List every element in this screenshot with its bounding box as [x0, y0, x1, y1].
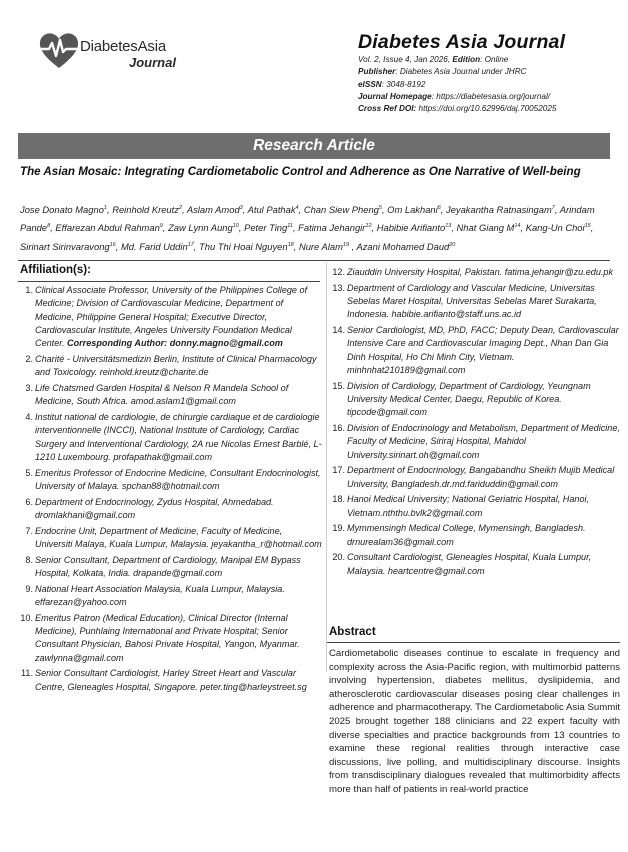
- affiliation-text: Life Chatsmed Garden Hospital & Nelson R Mandela School of Medicine, South Africa. amod.aslam1@gmail.com: [35, 383, 289, 407]
- affiliation-item: [18, 525, 322, 552]
- affiliation-list-left: [18, 284, 322, 696]
- affiliation-number: 11.: [21, 668, 33, 679]
- affiliation-text: Institut national de cardiologie, de chirurgie cardiaque et de cardiologie interventionnelle (INCCI), National Institute of Cardiology, Cardiac Surgery and Interventional Cardiology, 2A rue Nicolas Ernest Barblé, L-1210 Luxembourg. profapathak@gmail.com: [35, 411, 322, 463]
- abstract-body: Cardiometabolic diseases continue to escalate in frequency and complexity across the Asia-Pacific region, with multimorbid patterns involving hypertension, diabetes mellitus, dyslipidemia, and atherosclerotic cardiovascular diseases posing clear challenges in adherence and pharmacotherapy. The Cardiometabolic Asia Summit 2025 brought together 188 clinicians and 22 expert faculty with diverse specialties and practice backgrounds from 13 countries to examine these regional realities through interactive case discussions, live polling, and multidisciplinary discourse. Insights from transdisciplinary dialogues revealed that multimorbidity affects more than half of patients in real-world practice: [329, 648, 620, 795]
- affiliation-number: 12.: [332, 267, 345, 277]
- affiliation-number: 4.: [25, 411, 33, 422]
- author-affiliation-number: 14: [514, 223, 521, 230]
- affiliation-item: [328, 493, 622, 520]
- author-affiliation-number: 13: [445, 223, 452, 230]
- affiliation-item: [18, 496, 322, 523]
- author-name: Effarezan Abdul Rahman: [55, 222, 160, 234]
- journal-logo: [38, 30, 198, 76]
- heart-pulse-icon: [38, 30, 80, 72]
- author-affiliation-number: 19: [342, 241, 350, 248]
- affiliation-item: [18, 284, 322, 351]
- affiliation-item: [18, 411, 322, 464]
- affiliation-text: Department of Endocrinology, Bangabandhu Sheikh Mujib Medical University, Bangladesh.dr.md.fariduddin@gmail.com: [347, 465, 615, 489]
- affiliation-text: Consultant Cardiologist, Gleneagles Hospital, Kuala Lumpur, Malaysia. heartcentre@gmail.com: [347, 552, 592, 576]
- affiliation-item: [328, 551, 622, 578]
- corresponding-author: Corresponding Author: donny.magno@gmail.com: [67, 338, 283, 349]
- author-name: Thu Thi Hoai Nguyen: [199, 240, 288, 252]
- affiliation-text: Charité - Universitätsmedizin Berlin, Institute of Clinical Pharmacology and Toxicology. reinhold.kreutz@charite.de: [35, 354, 317, 378]
- affiliation-number: 1.: [25, 285, 33, 295]
- affiliations-heading: Affiliation(s):: [20, 264, 91, 276]
- affiliation-item: [328, 422, 622, 462]
- author-list: Jose Donato Magno$^1$, Reinhold Kreutz$^2$, Aslam Amod$^3$, Atul Pathak$^4$, Chan Siew Pheng$^5$, Om Lakhani$^6$, Jeyakantha Ratnasingam$^7$, Arindam Pande$^8$, Effarezan Abdul Rahman$^9$, Zaw Lynn Aung$^{10}$, Peter Ting$^{11}$, Fatima Jehangir$^{12}$, Habibie Arifianto$^{13}$, Nhat Giang $M^{14}$, Kang-Un Choi$^{15}$, Sirinart Sirinvaravong$^{16}$, Md. Farid Uddin$^{17}$, Thu Thi Hoai Nguyen$^{18}$, Nure Alam$^{19}$ , Azani Mohamed Daud$^{20}$: [20, 204, 595, 252]
- affiliation-number: 15.: [332, 380, 345, 391]
- author-name: Sirinart Sirinvaravong: [20, 240, 110, 252]
- affiliation-text: Senior Consultant Cardiologist, Harley Street Heart and Vascular Centre, Gleneagles Hospital, Singapore. peter.ting@harleystreet.sg: [35, 668, 307, 692]
- author-affiliation-number: 6: [437, 205, 441, 211]
- journal-eissn: eISSN: 3048-8192: [358, 79, 426, 89]
- author-affiliation-number: 2: [178, 205, 182, 211]
- affiliation-item: [18, 554, 322, 581]
- affiliation-number: 14.: [332, 324, 345, 335]
- affiliation-text: Hanoi Medical University; National Geriatric Hospital, Hanoi, Vietnam.nththu.bvlk2@gmail.com: [347, 494, 590, 518]
- author-affiliation-number: 12: [365, 223, 372, 230]
- affiliation-number: 18.: [332, 494, 345, 505]
- affiliation-item: [18, 667, 322, 694]
- affiliation-item: [18, 612, 322, 665]
- column-divider: [326, 262, 327, 672]
- author-name: Habibie Arifianto: [376, 222, 446, 234]
- affiliation-number: 5.: [25, 467, 33, 478]
- logo-name: DiabetesAsia: [80, 38, 166, 55]
- author-name: Fatima Jehangir: [298, 222, 366, 234]
- affiliation-item: [328, 380, 622, 420]
- author-name: Nhat Giang M: [456, 222, 515, 234]
- affiliation-number: 3.: [25, 383, 33, 393]
- divider: [18, 281, 320, 282]
- author-affiliation-number: 5: [378, 205, 382, 211]
- journal-header: [0, 0, 628, 128]
- abstract-heading: Abstract: [329, 626, 376, 638]
- journal-homepage[interactable]: Journal Homepage: https://diabetesasia.org/journal/: [358, 91, 551, 101]
- affiliation-text: Senior Cardiologist, MD, PhD, FACC; Deputy Dean, Cardiovascular Intensive Care and Cardiovascular Imaging Dept., Nhan Dan Gia Dinh Hospital, Ho Chi Minh City, Vietnam. minhnhat210189@gmail.com: [347, 324, 619, 375]
- author-name: Jeyakantha Ratnasingam: [446, 204, 552, 216]
- affiliation-number: 16.: [332, 422, 345, 433]
- author-affiliation-number: 1: [103, 205, 107, 211]
- article-type-banner: Research Article: [18, 133, 610, 159]
- affiliation-number: 8.: [25, 554, 33, 565]
- journal-doi[interactable]: Cross Ref DOI: https://doi.org/10.62996/daj.70052025: [358, 104, 557, 114]
- affiliation-number: 13.: [332, 282, 345, 293]
- affiliation-text: National Heart Association Malaysia, Kuala Lumpur, Malaysia. effarezan@yahoo.com: [35, 583, 285, 607]
- affiliation-list-right: [328, 266, 622, 580]
- affiliation-text: Clinical Associate Professor, University of the Philippines College of Medicine; Division of Cardiovascular Medicine, Department of Medicine, Philippine General Hospital; Executive Director, Cardiovascular Institute, Angeles University Foundation Medical Center.: [35, 285, 308, 349]
- author-affiliation-number: 10: [232, 223, 239, 230]
- affiliation-text: Endocrine Unit, Department of Medicine, Faculty of Medicine, Universiti Malaya, Kuala Lumpur, Malaysia. jeyakantha_r@hotmail.com: [35, 525, 322, 549]
- affiliation-number: 7.: [25, 525, 33, 536]
- author-affiliation-number: 8: [47, 223, 51, 230]
- author-name: Nure Alam: [298, 240, 343, 252]
- author-name: Zaw Lynn Aung: [168, 222, 233, 234]
- divider: [327, 642, 620, 643]
- journal-title: Diabetes Asia Journal: [358, 31, 566, 53]
- affiliation-text: Division of Endocrinology and Metabolism, Department of Medicine, Faculty of Medicine, Siriraj Hospital, Mahidol University.sirinart.oh@gmail.com: [347, 422, 620, 460]
- affiliation-text: Mymmensingh Medical College, Mymensingh, Bangladesh. drnurealam36@gmail.com: [347, 523, 586, 547]
- affiliation-number: 20.: [332, 552, 345, 563]
- journal-publisher: Publisher: Diabetes Asia Journal under JHRC: [358, 67, 527, 77]
- author-affiliation-number: 17: [187, 241, 194, 248]
- author-name: Kang-Un Choi: [525, 222, 585, 234]
- author-affiliation-number: 16: [109, 241, 116, 248]
- article-title: The Asian Mosaic: Integrating Cardiometabolic Control and Adherence as One Narrative of Well-being: [20, 165, 581, 178]
- author-name: Atul Pathak: [247, 204, 296, 216]
- author-name: Arindam Pande: [20, 204, 595, 234]
- affiliation-text: Emeritus Professor of Endocrine Medicine, Consultant Endocrinologist, University of Malaya. spchan88@hotmail.com: [35, 467, 321, 491]
- author-affiliation-number: 18: [287, 241, 294, 248]
- affiliation-number: 2.: [25, 354, 33, 365]
- affiliation-text: Division of Cardiology, Department of Cardiology, Yeungnam University Medical Center, Daegu, Republic of Korea. tipcode@gmail.com: [347, 380, 591, 418]
- author-name: Aslam Amod: [186, 204, 240, 216]
- affiliation-item: [328, 266, 622, 279]
- affiliation-text: Senior Consultant, Department of Cardiology, Manipal EM Bypass Hospital, Kolkata, India. drapande@gmail.com: [35, 554, 301, 578]
- affiliation-text: Emeritus Patron (Medical Education), Clinical Director (Internal Medicine), Punhlaing International and Private Hospital; Senior Consultant Physician, Bahosi Private Hospital, Yangon, Myanmar. zawlynna@gmail.com: [35, 612, 300, 663]
- affiliation-item: [18, 467, 322, 494]
- author-affiliation-number: 9: [159, 223, 163, 230]
- affiliation-item: [328, 282, 622, 322]
- affiliation-item: [328, 324, 622, 377]
- author-affiliation-number: 7: [551, 205, 555, 211]
- author-affiliation-number: 3: [239, 205, 243, 211]
- affiliation-item: [328, 522, 622, 549]
- affiliation-text: Department of Cardiology and Vascular Medicine, Universitas Sebelas Maret Hospital, Universitas Sebelas Maret Surakarta, Indonesia. habibie.arifianto@staff.uns.ac.id: [347, 282, 597, 320]
- author-name: Peter Ting: [244, 222, 288, 234]
- affiliation-item: [18, 353, 322, 380]
- logo-subtitle: Journal: [129, 55, 176, 70]
- affiliation-text: Ziauddin University Hospital, Pakistan. fatima.jehangir@zu.edu.pk: [347, 267, 614, 277]
- author-affiliation-number: 11: [287, 223, 293, 230]
- affiliation-item: [328, 464, 622, 491]
- affiliation-number: 9.: [25, 583, 33, 594]
- author-name: Azani Mohamed Daud: [356, 240, 450, 252]
- divider: [18, 260, 610, 261]
- author-name: Jose Donato Magno: [20, 204, 104, 216]
- journal-volume: Vol. 2, Issue 4, Jan 2026, Edition: Online: [358, 55, 509, 64]
- affiliation-number: 17.: [332, 465, 345, 476]
- author-name: Md. Farid Uddin: [120, 240, 188, 252]
- journal-info: [358, 30, 620, 115]
- affiliation-item: [18, 583, 322, 610]
- author-affiliation-number: 15: [584, 223, 591, 230]
- affiliation-text: Department of Endocrinology, Zydus Hospital, Ahmedabad. dromlakhani@gmail.com: [35, 496, 274, 520]
- affiliation-number: 19.: [332, 523, 345, 534]
- affiliation-number: 10.: [20, 612, 33, 623]
- author-name: Reinhold Kreutz: [112, 204, 179, 216]
- author-name: Om Lakhani: [387, 204, 438, 216]
- author-name: Chan Siew Pheng: [303, 204, 379, 216]
- affiliation-number: 6.: [25, 496, 33, 507]
- affiliation-item: [18, 382, 322, 409]
- author-affiliation-number: 20: [449, 241, 456, 248]
- author-affiliation-number: 4: [295, 205, 299, 211]
